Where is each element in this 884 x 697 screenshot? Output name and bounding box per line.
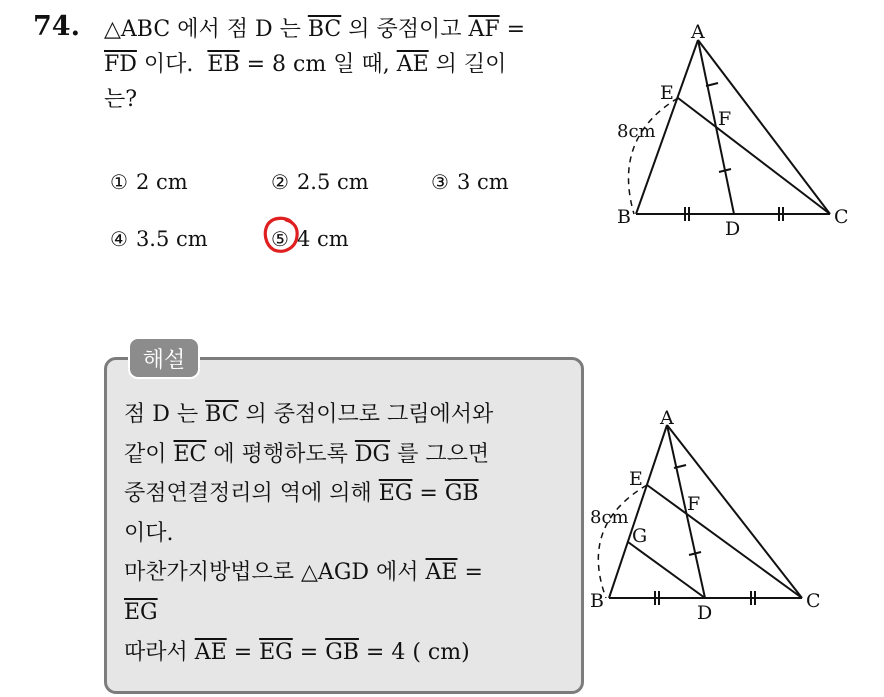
label-B: B: [617, 206, 631, 228]
solution-line-1: 점 D 는 $\overline{BC}$ 의 중점이므로 그림에서와: [124, 402, 494, 427]
label-F: F: [687, 493, 701, 515]
label-E: E: [660, 82, 674, 104]
solution-line-5: 마찬가지방법으로 △AGD 에서 $\overline{AE}$ =: [124, 560, 483, 586]
solution-line-7: 따라서 $\overline{AE} = \overline{EG} = \overline{GB} = 4$ ( cm): [124, 639, 470, 665]
choice-5[interactable]: ⑤ 4 cm: [271, 227, 349, 251]
question-text: [104, 12, 586, 117]
label-F: F: [718, 108, 732, 130]
question-line-3: 는?: [104, 87, 138, 112]
label-length: 8cm: [590, 507, 629, 528]
question-line-1: △ABC 에서 점 D 는 $\overline{BC}$ 의 중점이고 $\overline{AF}$ =: [104, 17, 526, 42]
label-D: D: [725, 218, 741, 240]
choice-1[interactable]: ① 2 cm: [110, 170, 188, 194]
label-C: C: [834, 206, 849, 228]
solution-tag: 해설: [128, 337, 200, 379]
choice-4[interactable]: ④ 3.5 cm: [110, 227, 208, 251]
label-A: A: [691, 21, 705, 43]
question-line-2: $\overline{FD}$ 이다. $\overline{EB} = 8$ cm 일 때, $\overline{AE}$ 의 길이: [104, 52, 507, 77]
label-A: A: [660, 407, 674, 429]
triangle-figure-1: [612, 18, 862, 243]
label-length: 8cm: [617, 121, 656, 142]
solution-line-3: 중점연결정리의 역에 의해 $\overline{EG} = \overline{GB}$: [124, 481, 479, 507]
solution-line-4: 이다.: [124, 520, 174, 546]
triangle-figure-2: [584, 400, 844, 628]
label-B: B: [590, 590, 604, 612]
label-D: D: [697, 602, 713, 624]
label-E: E: [629, 468, 643, 490]
answer-circle-mark: [262, 214, 300, 254]
solution-line-2: 같이 $\overline{EC}$ 에 평행하도록 $\overline{DG}$ 를 그으면: [124, 441, 490, 467]
question-number: 74.: [33, 11, 80, 42]
solution-text: [124, 395, 564, 672]
label-C: C: [806, 590, 821, 612]
solution-line-6: $\overline{EG}$: [124, 599, 158, 625]
choice-2[interactable]: ② 2.5 cm: [271, 170, 369, 194]
choice-3[interactable]: ③ 3 cm: [431, 170, 509, 194]
label-G: G: [632, 525, 648, 547]
